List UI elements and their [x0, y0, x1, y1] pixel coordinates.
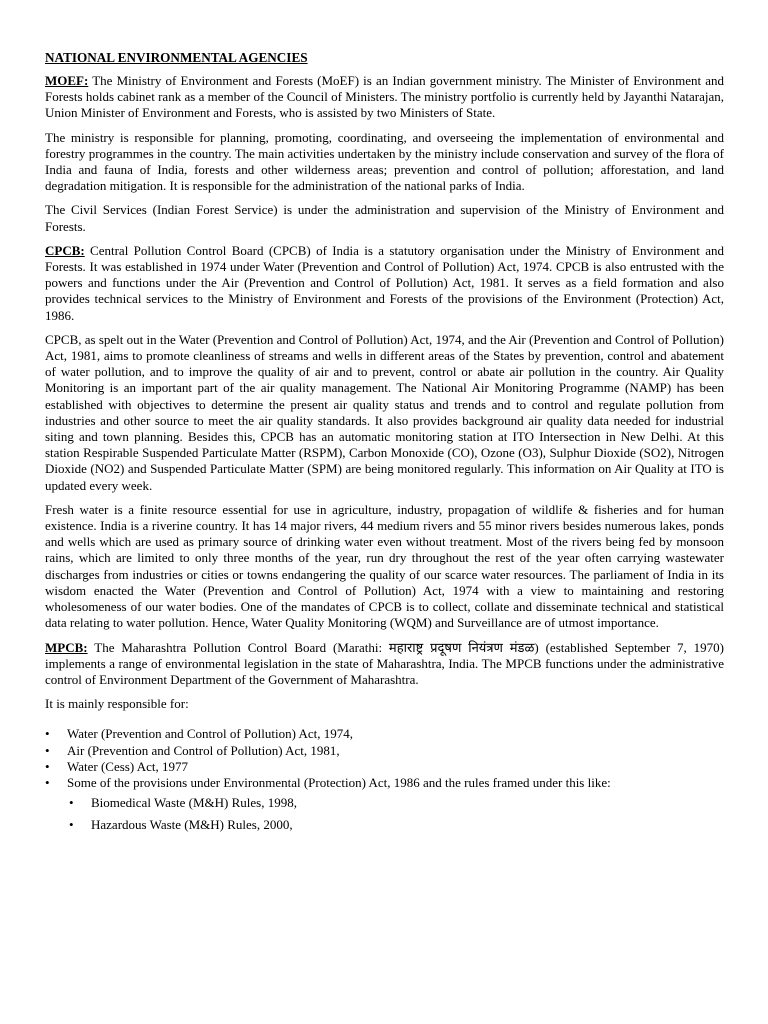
cpcb-paragraph-1	[45, 243, 724, 324]
moef-paragraph-2: The ministry is responsible for planning, promoting, coordinating, and overseeing the implementation of environmental and forestry programmes in the country. The main activities undertaken by the ministry include conservation and survey of the flora of India and fauna of India, forests and other wilderness areas; prevention and control of pollution; afforestation, and land degradation mitigation. It is responsible for the administration of the national parks of India.	[45, 129, 724, 194]
list-item: • Water (Prevention and Control of Pollution) Act, 1974,	[45, 726, 724, 742]
cpcb-text-1: Central Pollution Control Board (CPCB) of India is a statutory organisation under the Ministry of Environment and Forests. It was established in 1974 under Water (Prevention and Control of Pollution) Act, 1974. CPCB is also entrusted with the powers and functions under the Air (Prevention and Control of Pollution) Act, 1981. It serves as a field formation and also provides technical services to the Ministry of Environment and Forests of the provisions of the Environment (Protection) Act, 1986.	[45, 242, 724, 323]
mpcb-paragraph-1	[45, 640, 724, 689]
page-title: NATIONAL ENVIRONMENTAL AGENCIES	[45, 50, 308, 65]
cpcb-paragraph-3: Fresh water is a finite resource essential for use in agriculture, industry, propagation of wildlife & fisheries and for human existence. India is a riverine country. It has 14 major rivers, 44 medium rivers and 55 minor rivers besides numerous lakes, ponds and wells which are used as primary source of drinking water even without treatment. Most of the rivers being fed by monsoon rains, which are limited to only three months of the year, run dry throughout the rest of the year often carrying wastewater discharges from industries or cities or towns endangering the quality of our scarce water resources. The parliament of India in its wisdom enacted the Water (Prevention and Control of Pollution) Act, 1974 with a view to maintaining and restoring wholesomeness of our water bodies. One of the mandates of CPCB is to collect, collate and disseminate technical and statistical data relating to water pollution. Hence, Water Quality Monitoring (WQM) and Surveillance are of utmost importance.	[45, 501, 724, 631]
responsibility-list	[45, 726, 724, 791]
mpcb-paragraph-2: It is mainly responsible for:	[45, 696, 189, 712]
sub-list-item: • Biomedical Waste (M&H) Rules, 1998,	[69, 795, 724, 811]
mpcb-heading: MPCB:	[45, 639, 88, 655]
cpcb-paragraph-2: CPCB, as spelt out in the Water (Prevention and Control of Pollution) Act, 1974, and the Air (Prevention and Control of Pollution) Act, 1981, aims to promote cleanliness of streams and wells in different areas of the States by prevention, control and abatement of water pollution, and to improve the quality of air and to prevent, control or abate air pollution in the country. Air Quality Monitoring is an important part of the air quality management. The National Air Monitoring Programme (NAMP) has been established with objectives to determine the present air quality status and trends and to control and regulate pollution from industries and other source to meet the air quality standards. It also provides background air quality data needed for industrial siting and town planning. Besides this, CPCB has an automatic monitoring station at ITO Intersection in New Delhi. At this station Respirable Suspended Particulate Matter (RSPM), Carbon Monoxide (CO), Ozone (O3), Sulphur Dioxide (SO2), Nitrogen Dioxide (NO2) and Suspended Particulate Matter (SPM) are being monitored regularly. This information on Air Quality at ITO is updated every week.	[45, 331, 724, 493]
cpcb-heading: CPCB:	[45, 242, 85, 258]
moef-heading: MOEF:	[45, 73, 89, 88]
moef-text-1: The Ministry of Environment and Forests (MoEF) is an Indian government ministry. The Minister of Environment and Forests holds cabinet rank as a member of the Council of Ministers. The ministry portfolio is currently held by Jayanthi Natarajan, Union Minister of Environment and Forests, who is assisted by two Ministers of State.	[45, 73, 724, 121]
moef-paragraph-3: The Civil Services (Indian Forest Service) is under the administration and supervision of the Ministry of Environment and Forests.	[45, 202, 724, 234]
list-item: • Some of the provisions under Environmental (Protection) Act, 1986 and the rules framed under this like:	[45, 775, 724, 791]
list-item: • Water (Cess) Act, 1977	[45, 759, 724, 775]
sub-list-item: • Hazardous Waste (M&H) Rules, 2000,	[69, 817, 724, 833]
list-item: • Air (Prevention and Control of Pollution) Act, 1981,	[45, 743, 724, 759]
mpcb-text-1: The Maharashtra Pollution Control Board (Marathi: महाराष्ट्र प्रदूषण नियंत्रण मंडळ) (established September 7, 1970) implements a range of environmental legislation in the state of Maharashtra, India. The MPCB functions under the administrative control of Environment Department of the Government of Maharashtra.	[45, 639, 724, 687]
rules-sublist	[45, 795, 724, 833]
moef-paragraph-1	[45, 73, 724, 122]
